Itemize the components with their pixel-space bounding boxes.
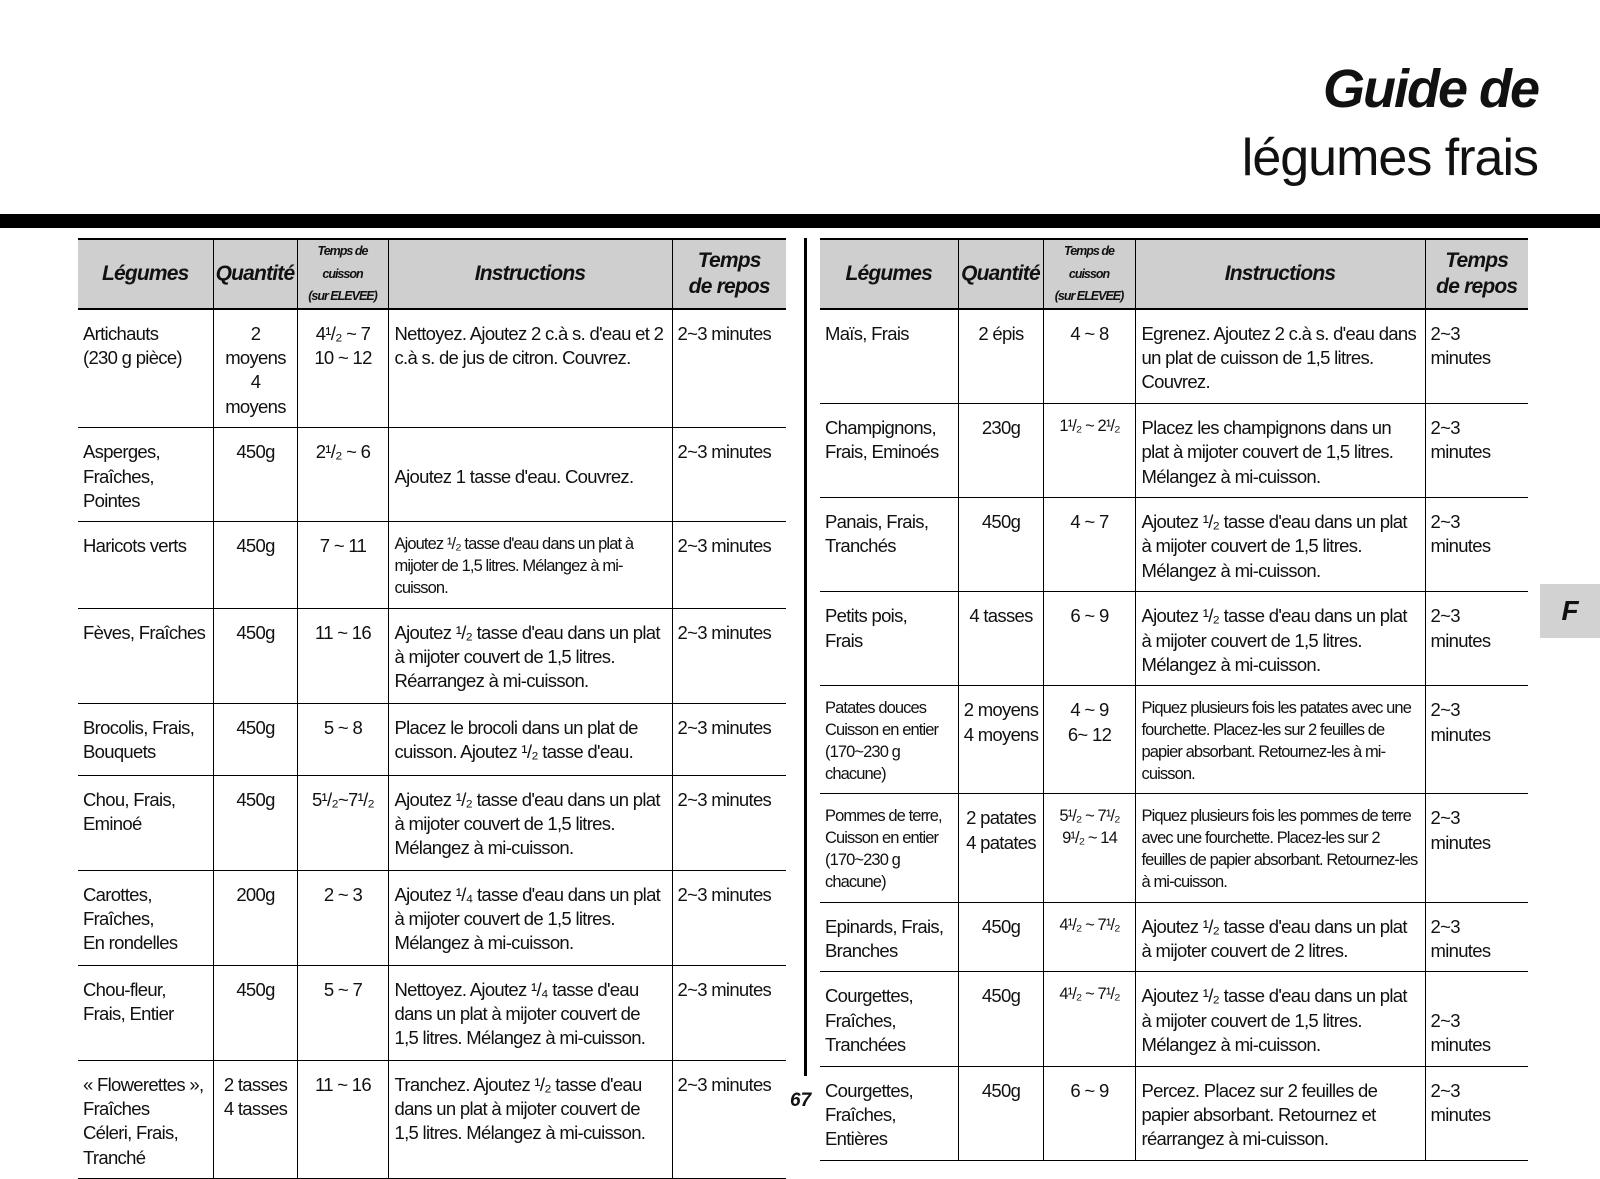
cell-cook-time: 2 ~ 3	[297, 870, 388, 965]
cell-quantity: 450g	[213, 703, 297, 775]
cell-instructions: Ajoutez 1 tasse d'eau. Couvrez.	[388, 428, 672, 522]
header-vegetable: Légumes	[78, 239, 213, 309]
cell-cook-time: 2¹/₂ ~ 6	[297, 428, 388, 522]
table-row	[820, 592, 1528, 686]
cell-rest-time: 2~3 minutes	[1425, 1066, 1528, 1160]
cell-cook-time: 5¹/₂~7¹/₂	[297, 775, 388, 870]
cell-quantity: 4 tasses	[958, 592, 1043, 686]
cell-cook-time: 4 ~ 7	[1043, 497, 1135, 591]
cell-rest-time: 2~3 minutes	[672, 703, 786, 775]
cell-cook-time: 11 ~ 16	[297, 608, 388, 703]
cell-rest-time: 2~3 minutes	[1425, 794, 1528, 902]
page-title: Guide de	[1322, 59, 1538, 119]
cell-quantity: 450g	[213, 775, 297, 870]
cell-quantity: 450g	[958, 972, 1043, 1066]
cell-instructions: Egrenez. Ajoutez 2 c.à s. d'eau dans un plat de cuisson de 1,5 litres. Couvrez.	[1135, 309, 1425, 404]
cell-rest-time: 2~3 minutes	[672, 428, 786, 522]
cell-rest-time: 2~3 minutes	[672, 965, 786, 1060]
cell-quantity: 2 épis	[958, 309, 1043, 404]
cell-quantity: 2 patates 4 patates	[958, 794, 1043, 902]
cell-quantity: 2 tasses 4 tasses	[213, 1060, 297, 1179]
cell-instructions: Percez. Placez sur 2 feuilles de papier absorbant. Retournez et réarrangez à mi-cuisson.	[1135, 1066, 1425, 1160]
cell-rest-time: 2~3 minutes	[1425, 902, 1528, 972]
vegetable-table-left	[78, 238, 786, 1179]
cell-vegetable: Panais, Frais, Tranchés	[820, 497, 958, 591]
table-row	[820, 972, 1528, 1066]
cell-instructions: Piquez plusieurs fois les pommes de terre avec une fourchette. Placez-les sur 2 feuilles de papier absorbant. Retournez-les à mi-cuisson.	[1135, 794, 1425, 902]
cell-vegetable: Petits pois, Frais	[820, 592, 958, 686]
table-row	[78, 775, 786, 870]
header-quantity: Quantité	[958, 239, 1043, 309]
table-row	[78, 870, 786, 965]
cell-instructions: Nettoyez. Ajoutez 2 c.à s. d'eau et 2 c.à s. de jus de citron. Couvrez.	[388, 309, 672, 428]
cell-vegetable: Chou-fleur, Frais, Entier	[78, 965, 213, 1060]
header-quantity: Quantité	[213, 239, 297, 309]
cell-rest-time: 2~3 minutes	[672, 522, 786, 608]
cell-quantity: 450g	[213, 428, 297, 522]
cell-instructions: Ajoutez ¹/₂ tasse d'eau dans un plat à mijoter couvert de 2 litres.	[1135, 902, 1425, 972]
header-rest-time: Temps de repos	[672, 239, 786, 309]
cell-instructions: Ajoutez ¹/₂ tasse d'eau dans un plat à mijoter de 1,5 litres. Mélangez à mi-cuisson.	[388, 522, 672, 608]
header-cook-time: Temps de cuisson (sur ELEVEE)	[297, 239, 388, 309]
table-row	[820, 497, 1528, 591]
cell-cook-time: 6 ~ 9	[1043, 592, 1135, 686]
cell-vegetable: Patates douces Cuisson en entier (170~230 g chacune)	[820, 686, 958, 794]
cell-instructions: Placez les champignons dans un plat à mijoter couvert de 1,5 litres. Mélangez à mi-cuisson.	[1135, 403, 1425, 497]
cell-cook-time: 4 ~ 8	[1043, 309, 1135, 404]
cell-vegetable: Champignons, Frais, Eminoés	[820, 403, 958, 497]
cell-instructions: Tranchez. Ajoutez ¹/₂ tasse d'eau dans un plat à mijoter couvert de 1,5 litres. Mélangez à mi-cuisson.	[388, 1060, 672, 1179]
cell-quantity: 2 moyens 4 moyens	[213, 309, 297, 428]
cell-instructions: Ajoutez ¹/₂ tasse d'eau dans un plat à mijoter couvert de 1,5 litres. Mélangez à mi-cuisson.	[1135, 972, 1425, 1066]
cell-quantity: 230g	[958, 403, 1043, 497]
cell-rest-time: 2~3 minutes	[672, 1060, 786, 1179]
cell-rest-time: 2~3 minutes	[1425, 497, 1528, 591]
table-row	[820, 309, 1528, 404]
cell-vegetable: Epinards, Frais, Branches	[820, 902, 958, 972]
cell-quantity: 450g	[213, 965, 297, 1060]
table-row	[78, 1060, 786, 1179]
table-row	[78, 309, 786, 428]
cell-instructions: Piquez plusieurs fois les patates avec une fourchette. Placez-les sur 2 feuilles de papier absorbant. Retournez-les à mi-cuisson.	[1135, 686, 1425, 794]
cell-quantity: 450g	[213, 522, 297, 608]
cell-instructions: Ajoutez ¹/₂ tasse d'eau dans un plat à mijoter couvert de 1,5 litres. Mélangez à mi-cuisson.	[1135, 497, 1425, 591]
cell-quantity: 450g	[213, 608, 297, 703]
page-number: 67	[790, 1090, 812, 1111]
cell-vegetable: Carottes, Fraîches, En rondelles	[78, 870, 213, 965]
cell-vegetable: Pommes de terre, Cuisson en entier (170~230 g chacune)	[820, 794, 958, 902]
cell-vegetable: Haricots verts	[78, 522, 213, 608]
table-row	[78, 522, 786, 608]
cell-quantity: 450g	[958, 902, 1043, 972]
cell-cook-time: 6 ~ 9	[1043, 1066, 1135, 1160]
header-cook-time: Temps de cuisson (sur ELEVEE)	[1043, 239, 1135, 309]
header-vegetable: Légumes	[820, 239, 958, 309]
table-header-row	[78, 239, 786, 309]
cell-vegetable: Fèves, Fraîches	[78, 608, 213, 703]
cell-vegetable: Courgettes, Fraîches, Entières	[820, 1066, 958, 1160]
cell-instructions: Nettoyez. Ajoutez ¹/₄ tasse d'eau dans un plat à mijoter couvert de 1,5 litres. Mélangez à mi-cuisson.	[388, 965, 672, 1060]
cell-rest-time: 2~3 minutes	[672, 309, 786, 428]
cell-vegetable: Asperges, Fraîches, Pointes	[78, 428, 213, 522]
cell-vegetable: Chou, Frais, Eminoé	[78, 775, 213, 870]
cell-quantity: 2 moyens 4 moyens	[958, 686, 1043, 794]
cell-instructions: Ajoutez ¹/₂ tasse d'eau dans un plat à mijoter couvert de 1,5 litres. Mélangez à mi-cuisson.	[1135, 592, 1425, 686]
cell-vegetable: Courgettes, Fraîches, Tranchées	[820, 972, 958, 1066]
cell-rest-time: 2~3 minutes	[672, 775, 786, 870]
cell-rest-time: 2~3 minutes	[1425, 403, 1528, 497]
cell-cook-time: 5 ~ 8	[297, 703, 388, 775]
cell-rest-time: 2~3 minutes	[672, 608, 786, 703]
cell-instructions: Placez le brocoli dans un plat de cuisson. Ajoutez ¹/₂ tasse d'eau.	[388, 703, 672, 775]
cell-quantity: 450g	[958, 1066, 1043, 1160]
table-row	[78, 608, 786, 703]
cell-vegetable: Brocolis, Frais, Bouquets	[78, 703, 213, 775]
header-bar	[0, 214, 1600, 228]
header-instructions: Instructions	[388, 239, 672, 309]
cell-cook-time: 4¹/₂ ~ 7¹/₂	[1043, 902, 1135, 972]
cell-rest-time: 2~3 minutes	[1425, 592, 1528, 686]
vegetable-table-right	[820, 238, 1528, 1161]
table-header-row	[820, 239, 1528, 309]
cell-rest-time: 2~3 minutes	[1425, 972, 1528, 1066]
table-row	[820, 902, 1528, 972]
cell-vegetable: « Flowerettes », Fraîches Céleri, Frais, Tranché	[78, 1060, 213, 1179]
cell-cook-time: 4¹/₂ ~ 7¹/₂	[1043, 972, 1135, 1066]
table-row	[820, 1066, 1528, 1160]
cell-cook-time: 7 ~ 11	[297, 522, 388, 608]
table-row	[78, 428, 786, 522]
header-rest-time: Temps de repos	[1425, 239, 1528, 309]
header-instructions: Instructions	[1135, 239, 1425, 309]
cell-vegetable: Artichauts (230 g pièce)	[78, 309, 213, 428]
cell-cook-time: 1¹/₂ ~ 2¹/₂	[1043, 403, 1135, 497]
section-tab: F	[1540, 584, 1600, 638]
cell-quantity: 200g	[213, 870, 297, 965]
cell-rest-time: 2~3 minutes	[1425, 309, 1528, 404]
column-divider	[804, 238, 807, 1076]
cell-cook-time: 5¹/₂ ~ 7¹/₂ 9¹/₂ ~ 14	[1043, 794, 1135, 902]
cell-instructions: Ajoutez ¹/₄ tasse d'eau dans un plat à mijoter couvert de 1,5 litres. Mélangez à mi-cuisson.	[388, 870, 672, 965]
cell-instructions: Ajoutez ¹/₂ tasse d'eau dans un plat à mijoter couvert de 1,5 litres. Mélangez à mi-cuisson.	[388, 775, 672, 870]
table-row	[820, 794, 1528, 902]
table-row	[78, 965, 786, 1060]
cell-instructions: Ajoutez ¹/₂ tasse d'eau dans un plat à mijoter couvert de 1,5 litres. Réarrangez à mi-cuisson.	[388, 608, 672, 703]
cell-vegetable: Maïs, Frais	[820, 309, 958, 404]
cell-cook-time: 11 ~ 16	[297, 1060, 388, 1179]
cell-cook-time: 5 ~ 7	[297, 965, 388, 1060]
cell-rest-time: 2~3 minutes	[672, 870, 786, 965]
table-row	[820, 403, 1528, 497]
table-row	[78, 703, 786, 775]
table-row	[820, 686, 1528, 794]
cell-quantity: 450g	[958, 497, 1043, 591]
cell-rest-time: 2~3 minutes	[1425, 686, 1528, 794]
page-subtitle: légumes frais	[1241, 129, 1538, 187]
cell-cook-time: 4 ~ 9 6~ 12	[1043, 686, 1135, 794]
cell-cook-time: 4¹/₂ ~ 7 10 ~ 12	[297, 309, 388, 428]
